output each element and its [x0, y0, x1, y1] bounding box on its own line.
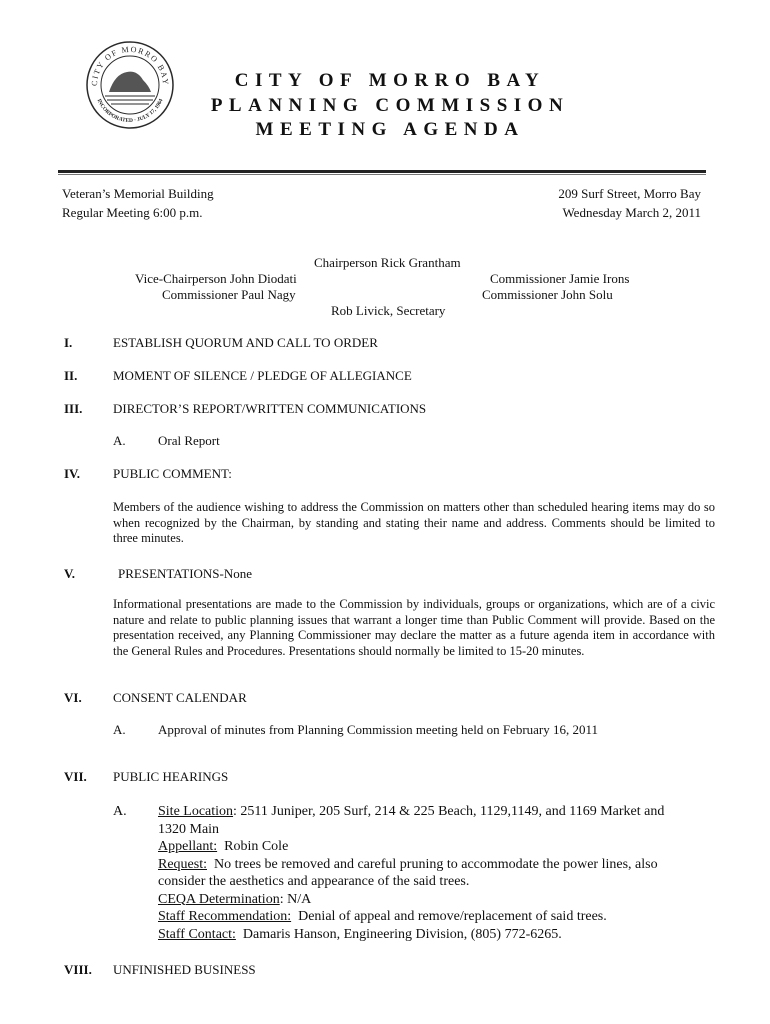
agenda-item-title: DIRECTOR’S REPORT/WRITTEN COMMUNICATIONS — [113, 401, 427, 416]
request-value: No trees be removed and careful pruning to accommodate the power lines, also — [207, 856, 658, 872]
title-line-3: MEETING AGENDA — [255, 119, 525, 140]
meeting-time: Regular Meeting 6:00 p.m. — [62, 205, 203, 220]
staff-recommendation-line — [158, 908, 718, 926]
request-label: Request: — [158, 856, 207, 872]
appellant-line — [158, 838, 718, 856]
ceqa-label: CEQA Determination — [158, 891, 280, 907]
presentations-description: Informational presentations are made to the Commission by individuals, groups or organizations, which are of a civic nature and relate to public planning issues that warrant a longer time than Public Comment will provide. Based on the presentation received, any Planning Commissioner may declare the matter as a future agenda item in accordance with the General Rules and Procedures. Presentations should normally be limited to 15-20 minutes. — [113, 597, 715, 658]
agenda-item-title: UNFINISHED BUSINESS — [113, 962, 256, 977]
sub-item-letter: A. — [113, 433, 126, 448]
sub-item-letter: A. — [113, 722, 126, 737]
ceqa-value: : N/A — [279, 891, 312, 907]
agenda-item-number: V. — [64, 566, 75, 581]
sub-item-text: Approval of minutes from Planning Commission meeting held on February 16, 2011 — [158, 722, 599, 737]
title-line-1: CITY OF MORRO BAY — [234, 70, 546, 91]
roster-secretary: Rob Livick, Secretary — [331, 303, 446, 318]
agenda-item-number: II. — [64, 368, 78, 383]
agenda-item-title: PUBLIC COMMENT: — [113, 466, 232, 481]
site-location-value: : 2511 Juniper, 205 Surf, 214 & 225 Beach, 1129,1149, and 1169 Market and — [233, 804, 665, 819]
request-line-2: consider the aesthetics and appearance of the said trees. — [158, 874, 470, 889]
agenda-item-number: III. — [64, 401, 83, 416]
agenda-item-number: VIII. — [64, 962, 92, 977]
ceqa-line — [158, 891, 718, 909]
staff-recommendation-label: Staff Recommendation: — [158, 909, 292, 924]
seal-ring-text-bottom: INCORPORATED · JULY 17, 1964 — [95, 98, 165, 125]
staff-contact-label: Staff Contact: — [158, 926, 236, 942]
sub-item-text: Oral Report — [158, 433, 220, 448]
site-location-line-2: 1320 Main — [158, 821, 220, 837]
agenda-item-title: PRESENTATIONS-None — [118, 566, 253, 581]
agenda-item-number: I. — [64, 335, 73, 350]
public-comment-description: Members of the audience wishing to address the Commission on matters other than scheduled hearing items may do so when recognized by the Chairman, by standing and stating their name and address. Comments should be limited to three minutes. — [113, 500, 715, 545]
roster-vice-chair: Vice-Chairperson John Diodati — [135, 271, 297, 286]
title-line-2: PLANNING COMMISSION — [210, 95, 570, 116]
agenda-item-number: VII. — [64, 769, 87, 784]
agenda-item-title: CONSENT CALENDAR — [113, 690, 247, 705]
roster-commissioner-nagy: Commissioner Paul Nagy — [162, 287, 296, 302]
agenda-item-title: ESTABLISH QUORUM AND CALL TO ORDER — [113, 335, 378, 350]
staff-recommendation-value: Denial of appeal and remove/replacement of said trees. — [291, 909, 607, 924]
staff-contact-line — [158, 926, 718, 944]
header-divider — [58, 170, 706, 173]
header-divider-thin — [58, 174, 706, 175]
roster-commissioner-solu: Commissioner John Solu — [482, 287, 613, 302]
meeting-address: 209 Surf Street, Morro Bay — [558, 186, 701, 201]
public-hearing-details — [158, 803, 718, 943]
meeting-date: Wednesday March 2, 2011 — [562, 205, 701, 220]
staff-contact-value: Damaris Hanson, Engineering Division, (805) 772-6265. — [235, 926, 562, 942]
agenda-item-number: IV. — [64, 466, 81, 481]
seal-ring-text-top: CITY OF MORRO BAY — [89, 44, 171, 87]
agenda-item-number: VI. — [64, 690, 82, 705]
site-location-label: Site Location — [158, 804, 234, 819]
appellant-label: Appellant: — [158, 839, 218, 854]
appellant-value: Robin Cole — [217, 839, 289, 854]
roster-chair: Chairperson Rick Grantham — [314, 255, 461, 270]
agenda-item-title: MOMENT OF SILENCE / PLEDGE OF ALLEGIANCE — [113, 368, 412, 383]
roster-commissioner-irons: Commissioner Jamie Irons — [490, 271, 630, 286]
site-location-line — [158, 803, 718, 821]
agenda-item-title: PUBLIC HEARINGS — [113, 769, 229, 784]
sub-item-letter: A. — [113, 804, 127, 819]
request-line — [158, 856, 718, 874]
meeting-location: Veteran’s Memorial Building — [62, 186, 214, 201]
